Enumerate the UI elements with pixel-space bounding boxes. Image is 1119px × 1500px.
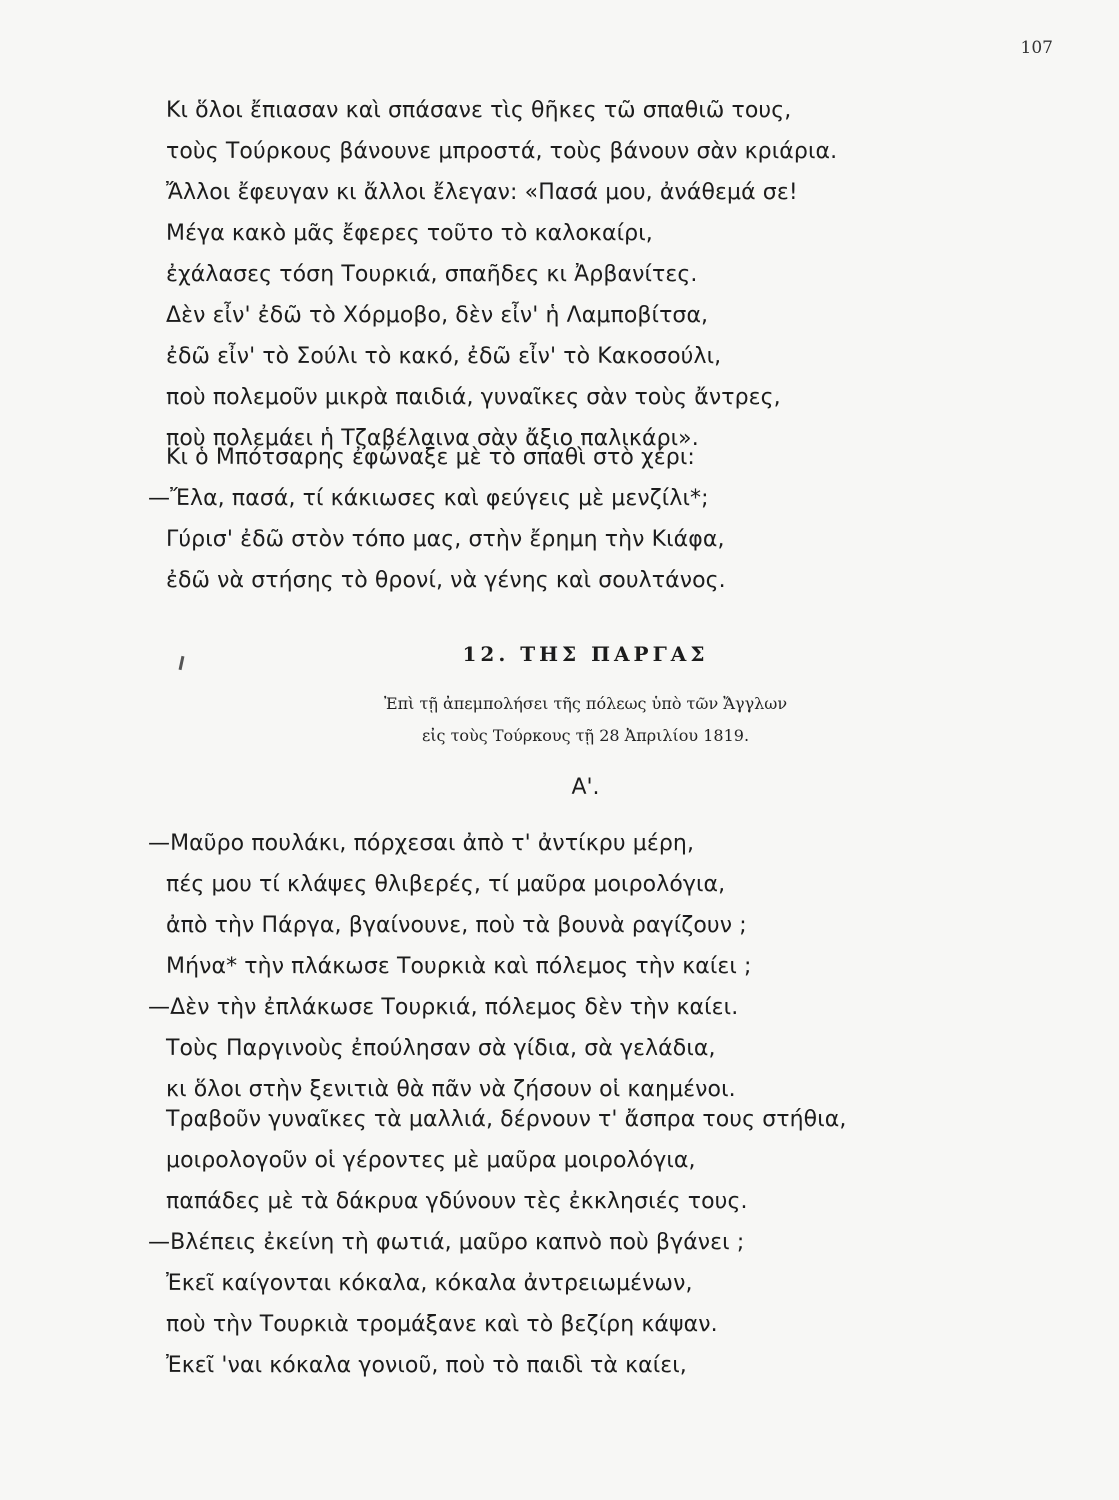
verse-line: Ἐκεῖ 'ναι κόκαλα γονιοῦ, ποὺ τὸ παιδὶ τὰ καίει, — [166, 1353, 687, 1378]
section-mark: Α'. — [571, 775, 600, 800]
verse-line: ποὺ πολεμοῦν μικρὰ παιδιά, γυναῖκες σὰν τοὺς ἄντρες, — [166, 385, 781, 410]
verse-line: Τραβοῦν γυναῖκες τὰ μαλλιά, δέρνουν τ' ἄσπρα τους στήθια, — [166, 1107, 847, 1132]
poem-subtitle-line-2: εἰς τοὺς Τούρκους τῇ 28 Ἀπριλίου 1819. — [421, 726, 750, 745]
verse-line: Τοὺς Παργινοὺς ἐπούλησαν σὰ γίδια, σὰ γελάδια, — [166, 1036, 716, 1061]
verse-line: πές μου τί κλάψες θλιβερές, τί μαῦρα μοιρολόγια, — [166, 872, 726, 897]
verse-line: τοὺς Τούρκους βάνουνε μπροστά, τοὺς βάνουν σὰν κριάρια. — [166, 139, 838, 164]
verse-line: Κι ὁ Μπότσαρης ἐφώναξε μὲ τὸ σπαθὶ στὸ χέρι: — [166, 445, 695, 470]
page-number: 107 — [1020, 38, 1053, 58]
verse-line: ἐχάλασες τόση Τουρκιά, σπαῆδες κι Ἀρβανίτες. — [166, 262, 698, 287]
verse-line: —Δὲν τὴν ἐπλάκωσε Τουρκιά, πόλεμος δὲν τὴν καίει. — [148, 995, 739, 1020]
verse-line: ἐδῶ νὰ στήσης τὸ θρονί, νὰ γένης καὶ σουλτάνος. — [166, 568, 726, 593]
verse-line: Κι ὅλοι ἔπιασαν καὶ σπάσανε τὶς θῆκες τῶ σπαθιῶ τους, — [166, 98, 792, 123]
verse-line: μοιρολογοῦν οἱ γέροντες μὲ μαῦρα μοιρολόγια, — [166, 1148, 696, 1173]
verse-line: —Μαῦρο πουλάκι, πόρχεσαι ἀπὸ τ' ἀντίκρυ μέρη, — [148, 831, 695, 856]
verse-line: Δὲν εἶν' ἐδῶ τὸ Χόρμοβο, δὲν εἶν' ἡ Λαμποβίτσα, — [166, 303, 709, 328]
verse-line: —Ἔλα, πασά, τί κάκιωσες καὶ φεύγεις μὲ μενζίλι*; — [148, 486, 709, 511]
verse-line: ἐδῶ εἶν' τὸ Σούλι τὸ κακό, ἐδῶ εἶν' τὸ Κακοσούλι, — [166, 344, 722, 369]
stanza-4 — [0, 1099, 1119, 1386]
verse-line: παπάδες μὲ τὰ δάκρυα γδύνουν τὲς ἐκκλησιές τους. — [166, 1189, 748, 1214]
verse-line: Μήνα* τὴν πλάκωσε Τουρκιὰ καὶ πόλεμος τὴν καίει ; — [166, 954, 752, 979]
poem-title: 12. ΤΗΣ ΠΑΡΓΑΣ — [462, 642, 709, 666]
verse-line: Μέγα κακὸ μᾶς ἔφερες τοῦτο τὸ καλοκαίρι, — [166, 221, 653, 246]
stanza-3 — [0, 823, 1119, 1110]
verse-line: —Βλέπεις ἐκείνη τὴ φωτιά, μαῦρο καπνὸ ποὺ βγάνει ; — [148, 1230, 745, 1255]
verse-line: ποὺ πολεμάει ἡ Τζαβέλαινα σὰν ἄξιο παλικάρι». — [166, 426, 699, 451]
verse-line: Ἄλλοι ἔφευγαν κι ἄλλοι ἔλεγαν: «Πασά μου, ἀνάθεμά σε! — [166, 180, 798, 205]
stanza-2 — [0, 437, 1119, 601]
poem-subtitle-line-1: Ἐπὶ τῇ ἀπεμπολήσει τῆς πόλεως ὑπὸ τῶν Ἄγγλων — [383, 694, 788, 713]
verse-line: Γύρισ' ἐδῶ στὸν τόπο μας, στὴν ἔρημη τὴν Κιάφα, — [166, 527, 725, 552]
verse-line: ποὺ τὴν Τουρκιὰ τρομάξανε καὶ τὸ βεζίρη κάψαν. — [166, 1312, 718, 1337]
stanza-1 — [0, 90, 1119, 459]
verse-line: κι ὅλοι στὴν ξενιτιὰ θὰ πᾶν νὰ ζήσουν οἱ καημένοι. — [166, 1077, 736, 1102]
verse-line: ἀπὸ τὴν Πάργα, βγαίνουνε, ποὺ τὰ βουνὰ ραγίζουν ; — [166, 913, 747, 938]
verse-line: Ἐκεῖ καίγονται κόκαλα, κόκαλα ἀντρειωμένων, — [166, 1271, 693, 1296]
